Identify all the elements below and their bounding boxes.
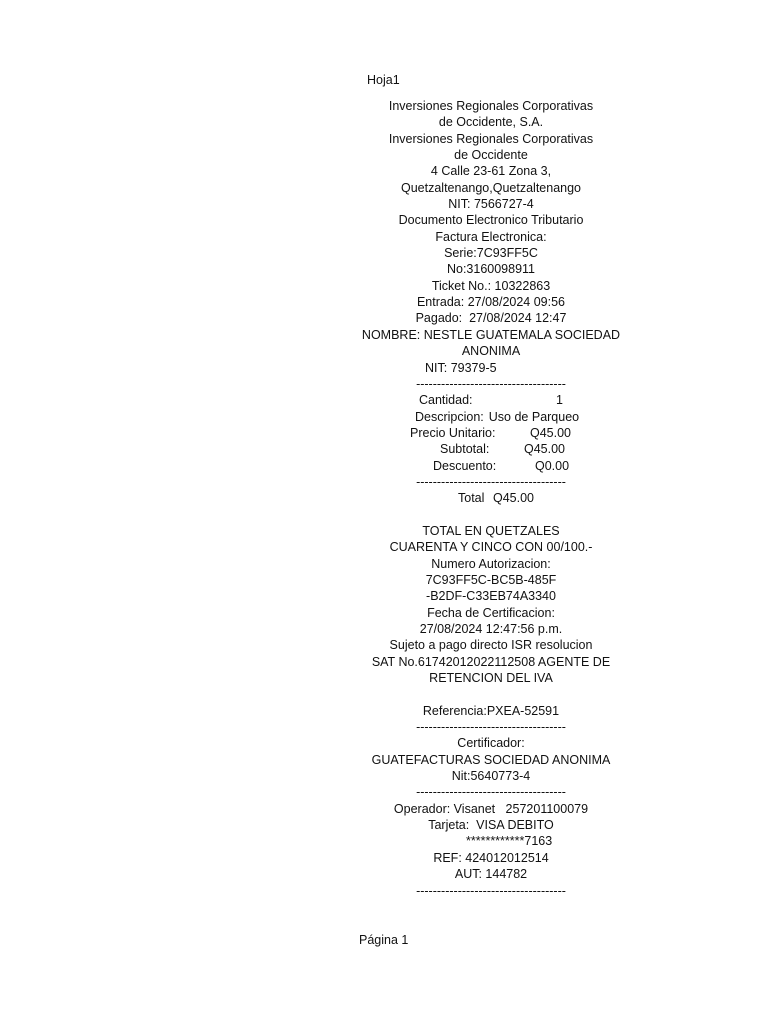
separator: ------------------------------------ — [416, 376, 566, 391]
client-name-line1: NOMBRE: NESTLE GUATEMALA SOCIEDAD — [361, 327, 621, 342]
certification-date-value: 27/08/2024 12:47:56 p.m. — [419, 622, 563, 636]
quantity-row — [351, 392, 631, 408]
reference: Referencia:PXEA-52591 — [422, 703, 560, 718]
issuer-name-line2: de Occidente, S.A. — [438, 115, 544, 130]
issuer-address-line2: Quetzaltenango,Quetzaltenango — [401, 180, 581, 195]
subtotal-label: Subtotal: — [440, 442, 490, 457]
payment-ref: REF: 424012012514 — [433, 850, 549, 865]
isr-line1: Sujeto a pago directo ISR resolucion — [389, 638, 593, 653]
total-words-line1: TOTAL EN QUETZALES — [422, 523, 560, 538]
paid-time: Pagado: 27/08/2024 12:47 — [415, 311, 567, 326]
client-name-line2: ANONIMA — [461, 344, 521, 359]
spacer — [351, 507, 631, 523]
spacer — [351, 686, 631, 702]
quantity-label: Cantidad: — [419, 393, 473, 408]
description-value: Uso de Parqueo — [488, 409, 580, 424]
separator: ------------------------------------ — [416, 474, 566, 489]
issuer-trade-line2: de Occidente — [454, 148, 528, 163]
discount-label: Descuento: — [433, 458, 497, 473]
subtotal-row — [351, 441, 631, 457]
separator: ------------------------------------ — [416, 785, 566, 800]
authorization-label: Numero Autorizacion: — [431, 556, 551, 571]
client-nit: NIT: 79379-5 — [425, 360, 497, 375]
page-number: Página 1 — [359, 933, 409, 947]
isr-line2: SAT No.61742012022112508 AGENTE DE — [371, 654, 611, 669]
operator: Operador: Visanet 257201100079 — [393, 801, 589, 816]
discount-row — [351, 458, 631, 474]
certifier-nit: Nit:5640773-4 — [451, 769, 531, 784]
card-type: Tarjeta: VISA DEBITO — [428, 818, 554, 833]
issuer-trade-line1: Inversiones Regionales Corporativas — [388, 131, 594, 146]
card-number: ************7163 — [466, 834, 553, 849]
certifier-name: GUATEFACTURAS SOCIEDAD ANONIMA — [371, 752, 611, 767]
ticket-number: Ticket No.: 10322863 — [431, 278, 551, 293]
certifier-label: Certificador: — [457, 736, 525, 751]
quantity-value: 1 — [556, 393, 563, 408]
subtotal-value: Q45.00 — [524, 442, 566, 457]
total-row — [351, 490, 631, 506]
certification-date-label: Fecha de Certificacion: — [427, 605, 555, 620]
unit-price-label: Precio Unitario: — [410, 425, 496, 440]
discount-value: Q0.00 — [535, 458, 570, 473]
total-label: Total — [458, 491, 485, 506]
total-value: Q45.00 — [493, 491, 535, 506]
authorization-line1: 7C93FF5C-BC5B-485F — [425, 572, 557, 587]
invoice-type: Factura Electronica: — [435, 229, 547, 244]
sheet-name: Hoja1 — [367, 73, 400, 87]
issuer-nit: NIT: 7566727-4 — [448, 197, 534, 212]
receipt — [351, 98, 631, 899]
issuer-name-line1: Inversiones Regionales Corporativas — [388, 99, 594, 113]
description-row — [351, 409, 631, 425]
separator: ------------------------------------ — [416, 883, 566, 898]
isr-line3: RETENCION DEL IVA — [429, 671, 553, 686]
unit-price-row — [351, 425, 631, 441]
total-words-line2: CUARENTA Y CINCO CON 00/100.- — [389, 540, 593, 555]
invoice-number: No:3160098911 — [446, 262, 536, 277]
separator: ------------------------------------ — [416, 720, 566, 735]
entry-time: Entrada: 27/08/2024 09:56 — [416, 295, 566, 310]
authorization-line2: -B2DF-C33EB74A3340 — [426, 589, 556, 604]
document-type: Documento Electronico Tributario — [398, 213, 584, 228]
description-label: Descripcion: — [415, 409, 484, 424]
issuer-address-line1: 4 Calle 23-61 Zona 3, — [430, 164, 552, 179]
payment-auth: AUT: 144782 — [454, 867, 528, 882]
invoice-serie: Serie:7C93FF5C — [444, 246, 538, 261]
unit-price-value: Q45.00 — [530, 425, 572, 440]
